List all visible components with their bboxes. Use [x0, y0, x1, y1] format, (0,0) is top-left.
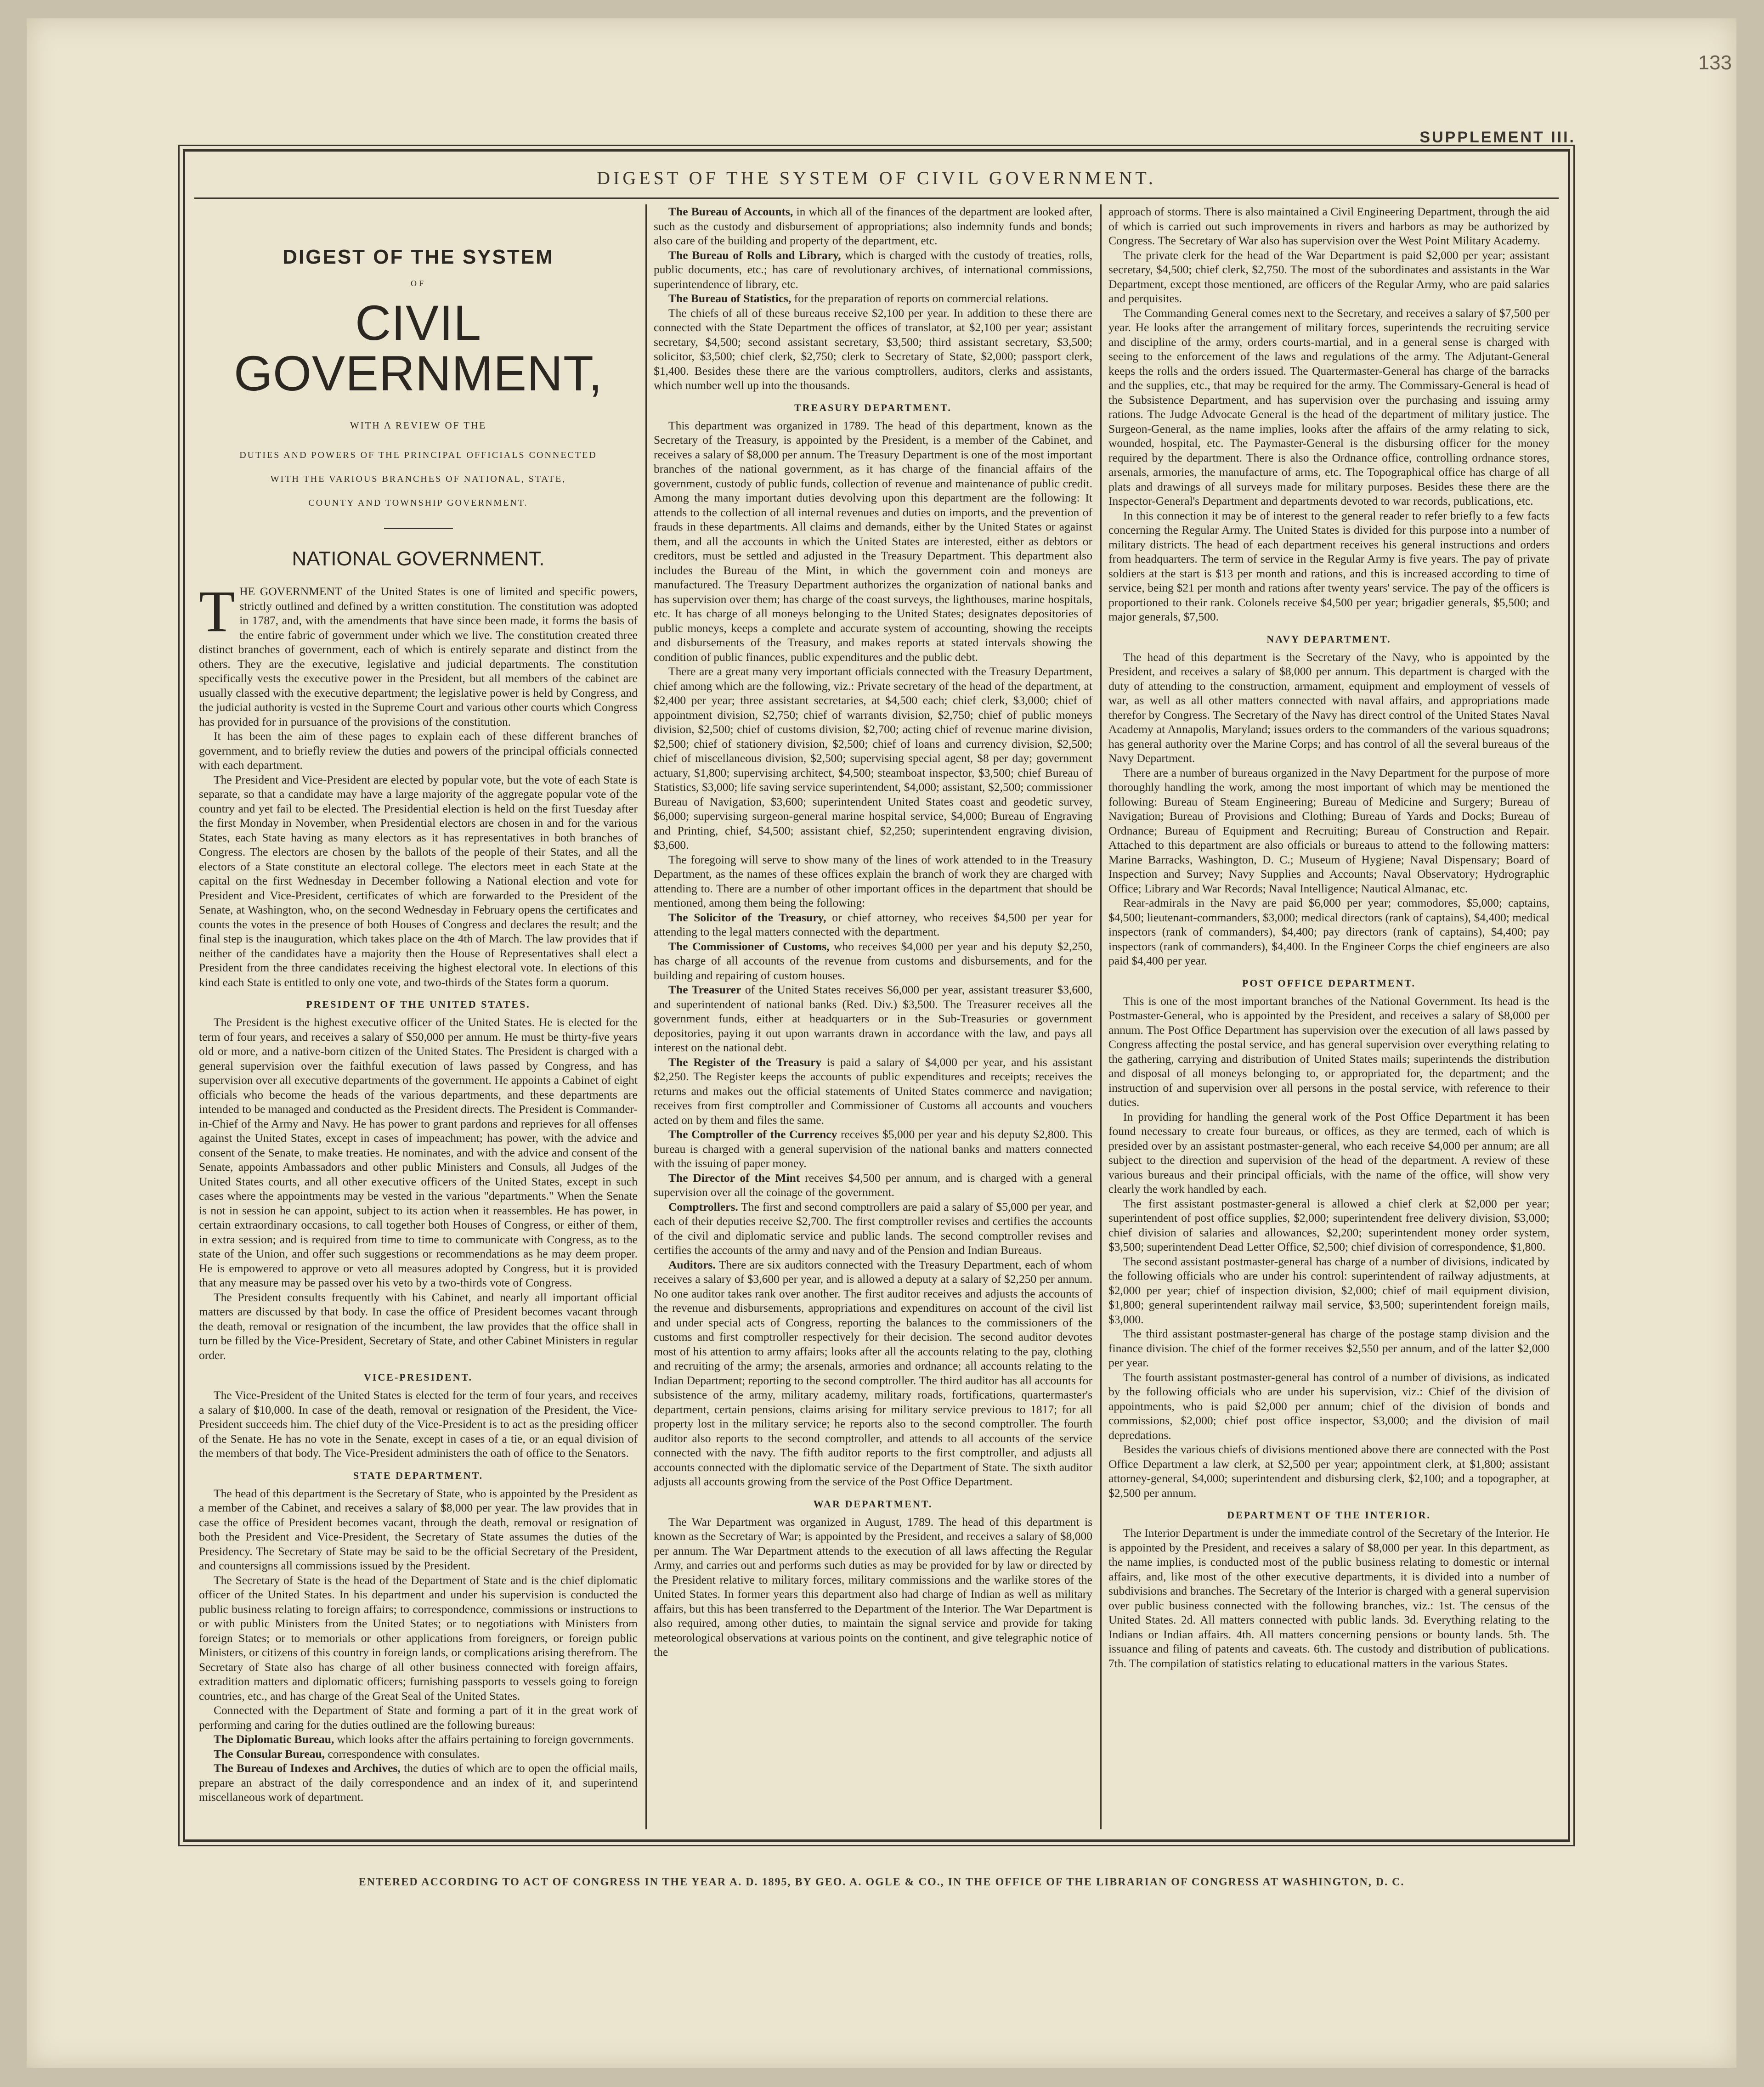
- paragraph-text: for the preparation of reports on commercial relations.: [791, 292, 1049, 305]
- paragraph-text: who receives $4,000 per year and his deputy $2,250, has charge of all accounts of the revenue from customs and disbursements, and for the building and repairing of custom houses.: [654, 939, 1092, 982]
- title-line-1: DIGEST OF THE SYSTEM: [283, 246, 554, 268]
- paragraph-text: or chief attorney, who receives $4,500 per year for attending to the legal matters connected with the department.: [654, 910, 1092, 938]
- paragraph: In providing for handling the general work of the Post Office Department it has been found necessary to create four bureaus, or offices, as they are termed, each of which is presided over by an assistant postmaster-general, who each receive $4,000 per annum; are all subject to the direction and supervision of the head of the department. A review of these various bureaus and their principal officials, with the name of the office, will show very clearly the work handled by each.: [1108, 1110, 1549, 1196]
- office-name: Comptrollers.: [668, 1200, 738, 1213]
- heading-vice-president: VICE-PRESIDENT.: [363, 1371, 473, 1383]
- section-title: NATIONAL GOVERNMENT.: [292, 547, 545, 570]
- paragraph: [654, 291, 1092, 306]
- paragraph: The Commanding General comes next to the Secretary, and receives a salary of $7,500 per year. He looks after the arrangement of military forces, superintends the recruiting service and discipline of the army, orders courts-martial, and in a general sense is charged with seeing to the enforcement of the laws and regulations of the army. The Adjutant-General keeps the rolls and the orders issued. The Quartermaster-General has charge of the barracks and the supplies, etc., that may be required for the army. The Commissary-General is head of the Subsistence Department, and has supervision over the purchasing and issuing army rations. The Judge Advocate General is the head of the department of military justice. The Surgeon-General, as the name implies, looks after the affairs of the army relating to sick, wounded, hospital, etc. The Paymaster-General is the disbursing officer for the money required by the department. There is also the Ordnance office, controlling ordnance stores, arsenals, armories, the manufacture of arms, etc. The Topographical office has charge of all plats and drawings of all surveys made for military purposes. Besides these there are the Inspector-General's Department and departments devoted to war records, publications, etc.: [1108, 306, 1549, 508]
- heading-interior-department: DEPARTMENT OF THE INTERIOR.: [1227, 1509, 1431, 1521]
- page-number: 133: [1698, 51, 1732, 74]
- paragraph: The fourth assistant postmaster-general has control of a number of divisions, as indicated by the following officials who are under his supervision, viz.: Chief of the division of appointments, who is paid $2,000 per annum; chief of the division of bonds and commissions, $2,000; chief post office inspector, $3,000; and the division of mail depredations.: [1108, 1370, 1549, 1442]
- paragraph-text: receives $5,000 per year and his deputy $2,800. This bureau is charged with a general supervision of the national banks and matters connected with the issuing of paper money.: [654, 1128, 1092, 1170]
- paragraph: [654, 248, 1092, 292]
- title-line-4: WITH A REVIEW OF THE: [350, 420, 487, 431]
- paragraph: The President and Vice-President are elected by popular vote, but the vote of each State is separate, so that a candidate may have a large majority of the aggregate popular vote of the country and yet fail to be elected. The Presidential election is held on the first Tuesday after the first Monday in November, when Presidential electors are chosen in and for the various States, each State having as many electors as it has representatives in both branches of Congress. The electors are chosen by the ballots of the people of their States, and all the electors of a State constitute an electoral college. The electors meet in each State at the capital on the first Wednesday in December following a National election and vote for President and Vice-President, certificates of which are forwarded to the President of the Senate, at Washington, who, on the second Wednesday in February opens the certificates and counts the votes in the presence of both Houses of Congress and declares the result; and the final step is the inauguration, which takes place on the 4th of March. The law provides that if neither of the candidates have a majority then the House of Representatives shall elect a President from the three candidates receiving the highest electoral vote. In elections of this kind each State is entitled to only one vote, and two-thirds of the States form a quorum.: [199, 773, 638, 989]
- main-title: CIVIL GOVERNMENT,: [233, 295, 603, 401]
- paragraph: The first assistant postmaster-general is allowed a chief clerk at $2,000 per year; superintendent of post office supplies, $2,000; superintendent free delivery division, $3,000; chief division of salaries and allowances, $2,200; superintendent money order system, $3,500; superintendent Dead Letter Office, $2,500; chief division of correspondence, $1,800.: [1108, 1196, 1549, 1253]
- title-line-7: COUNTY AND TOWNSHIP GOVERNMENT.: [308, 498, 528, 508]
- paragraph: [654, 1127, 1092, 1171]
- paragraph: [199, 579, 638, 729]
- drop-cap: T: [199, 579, 235, 644]
- paragraph: The private clerk for the head of the War Department is paid $2,000 per year; assistant secretary, $4,500; chief clerk, $2,750. The most of the subordinates and assistants in the War Department, except those mentioned, are officers of the Regular Army, who are paid salaries and perquisites.: [1108, 248, 1549, 305]
- running-head: DIGEST OF THE SYSTEM OF CIVIL GOVERNMENT.: [597, 168, 1156, 188]
- paragraph: The head of this department is the Secretary of the Navy, who is appointed by the President, and receives a salary of $8,000 per annum. This department is charged with the duty of attending to the construction, armament, equipment and employment of vessels of war, as well as all other matters connected with naval affairs, and appropriations made therefor by Congress. The Secretary of the Navy has direct control of the United States Naval Academy at Annapolis, Maryland; issues orders to the commanders of the various squadrons; has general authority over the Marine Corps; and has control of all the several bureaus of the Navy Department.: [1108, 650, 1549, 765]
- paragraph: The third assistant postmaster-general has charge of the postage stamp division and the finance division. The chief of the former receives $2,550 per annum, and of the latter $2,000 per year.: [1108, 1327, 1549, 1369]
- office-name: Auditors.: [668, 1258, 716, 1271]
- copyright-footer: ENTERED ACCORDING TO ACT OF CONGRESS IN THE YEAR A. D. 1895, BY GEO. A. OGLE & CO., IN THE OFFICE OF THE LIBRARIAN OF CONGRESS AT WASHINGTON, D. C.: [358, 1876, 1405, 1888]
- paragraph: [654, 939, 1092, 983]
- paragraph-text: of the United States receives $6,000 per year, assistant treasurer $3,600, and superintendent of national banks (Red. Div.) $3,500. The Treasurer receives all the government funds, either at headquarters or in the Sub-Treasuries or government depositories, paying it out upon warrants drawn in accordance with the law, and pays all interest on the national debt.: [654, 983, 1092, 1054]
- paragraph-text: in which all of the finances of the department are looked after, such as the custody and disbursement of appropriations; also indemnity funds and bonds; also care of the building and property of the department, etc.: [654, 205, 1092, 247]
- column-3: [1108, 204, 1549, 1830]
- paragraph: [654, 204, 1092, 248]
- bureau-name: The Bureau of Statistics,: [668, 292, 792, 305]
- paragraph: [199, 1761, 638, 1805]
- title-line-2: OF: [410, 279, 426, 288]
- paragraph: The second assistant postmaster-general has charge of a number of divisions, indicated by the following officials who are under his control: superintendent of railway adjustments, at $2,000 per year; chief of inspection division, $2,000; chief of mail equipment division, $1,800; general superintendent railway mail service, $3,500; superintendent foreign mails, $3,000.: [1108, 1254, 1549, 1326]
- supplement-label: SUPPLEMENT III.: [1419, 129, 1576, 146]
- paragraph: The head of this department is the Secretary of State, who is appointed by the President as a member of the Cabinet, and receives a salary of $8,000 per year. The law provides that in case the office of President becomes vacant, through the death, removal or resignation of both the President and Vice-President, the Secretary of State assumes the duties of the Presidency. The Secretary of State may be said to be the official Secretary of the President, and countersigns all commissions issued by the President.: [199, 1486, 638, 1572]
- page-sheet: [27, 18, 1736, 2068]
- heading-war-department: WAR DEPARTMENT.: [813, 1498, 933, 1510]
- paragraph: The President consults frequently with his Cabinet, and nearly all important official matters are discussed by that body. In case the office of President becomes vacant through the death, removal or resignation of the incumbent, the law provides that the office shall in turn be filled by the Vice-President, Secretary of State, and other Cabinet Ministers in regular order.: [199, 1290, 638, 1362]
- paragraph: The Secretary of State is the head of the Department of State and is the chief diplomatic officer of the United States. In his department and under his supervision is conducted the public business relating to foreign affairs; to correspondence, commissions or instructions to or with public Ministers from the United States; or to negotiations with Ministers from foreign States; or to memorials or other applications from foreigners, or foreign public Ministers, or citizens of this country in foreign lands, or complications arising therefrom. The Secretary of State also has charge of all other business connected with foreign affairs, extradition matters and diplomatic officers; furnishing passports to vessels going to foreign countries, etc., and has charge of the Great Seal of the United States.: [199, 1573, 638, 1703]
- bureau-name: The Bureau of Accounts,: [668, 205, 793, 218]
- paragraph-text: which is charged with the custody of treaties, rolls, public documents, etc.; has care of revolutionary archives, of international commissions, superintendence of library, etc.: [654, 248, 1092, 291]
- heading-navy-department: NAVY DEPARTMENT.: [1266, 633, 1391, 645]
- paragraph-text: is paid a salary of $4,000 per year, and his assistant $2,250. The Register keeps the accounts of public expenditures and receipts; receives the returns and makes out the official statements of United States commerce and navigation; receives from first comptroller and Commissioner of Customs all accounts and vouchers acted on by them and files the same.: [654, 1055, 1092, 1127]
- column-1: [199, 204, 638, 1830]
- text-frame: [183, 149, 1570, 1842]
- title-rule: [384, 528, 453, 529]
- paragraph: The Interior Department is under the immediate control of the Secretary of the Interior. He is appointed by the President, and receives a salary of $8,000 per year. In this department, as the name implies, is conducted most of the public business relating to domestic or internal affairs, and, like most of the other executive departments, it is divided into a number of subdivisions and branches. The Secretary of the Interior is charged with a general supervision over public business connected with the following branches, viz.: 1st. The census of the United States. 2d. All matters connected with public lands. 3d. Everything relating to the Indians or Indian affairs. 4th. All matters concerning pensions or bounty lands. 5th. The issuance and filing of patents and caveats. 6th. The custody and distribution of publications. 7th. The compilation of statistics relating to educational matters in the various States.: [1108, 1526, 1549, 1670]
- paragraph: Besides the various chiefs of divisions mentioned above there are connected with the Post Office Department a law clerk, at $2,500 per year; appointment clerk, at $1,800; assistant attorney-general, $4,000; superintendent and disbursing clerk, $2,100; and a topographer, at $2,500 per annum.: [1108, 1443, 1549, 1500]
- title-line-6: WITH THE VARIOUS BRANCHES OF NATIONAL, STATE,: [270, 474, 566, 484]
- bureau-name: The Diplomatic Bureau,: [214, 1732, 334, 1746]
- paragraph: The Vice-President of the United States is elected for the term of four years, and receives a salary of $10,000. In case of the death, removal or resignation of the President, the Vice-President succeeds him. The chief duty of the Vice-President is to act as the presiding officer of the Senate. He has no vote in the Senate, except in cases of a tie, or an equal division of the members of that body. The Vice-President administers the oath of office to the Senators.: [199, 1388, 638, 1460]
- paragraph-text: the duties of which are to open the official mails, prepare an abstract of the daily correspondence and an index of it, and superintend miscellaneous work of department.: [199, 1761, 638, 1804]
- paragraph: This is one of the most important branches of the National Government. Its head is the Postmaster-General, who is appointed by the President, and receives a salary of $8,000 per annum. The Post Office Department has supervision over the execution of all laws passed by Congress affecting the postal service, and has general supervision over everything relating to the gathering, carrying and distribution of United States mails; superintends the distribution and disposal of all moneys belonging to, or appropriated for, the department; and the instruction of and supervision over all persons in the postal service, with reference to their duties.: [1108, 994, 1549, 1109]
- paragraph: [199, 1747, 638, 1761]
- heading-post-office-department: POST OFFICE DEPARTMENT.: [1242, 977, 1416, 989]
- paragraph: [654, 1200, 1092, 1258]
- office-name: The Commissioner of Customs,: [668, 939, 830, 953]
- column-divider: [1100, 204, 1102, 1829]
- paragraph: Connected with the Department of State and forming a part of it in the great work of performing and caring for the duties outlined are the following bureaus:: [199, 1703, 638, 1732]
- column-divider: [645, 204, 647, 1829]
- office-name: The Treasurer: [668, 983, 741, 996]
- paragraph: [654, 1055, 1092, 1128]
- paragraph: The foregoing will serve to show many of the lines of work attended to in the Treasury Department, as the names of these offices explain the branch of work they are charged with attending to. There are a number of other important offices in the department that should be mentioned, among them being the following:: [654, 852, 1092, 909]
- head-rule: [194, 197, 1559, 199]
- office-name: The Solicitor of the Treasury,: [668, 910, 826, 924]
- paragraph: The chiefs of all of these bureaus receive $2,100 per year. In addition to these there are connected with the State Department the offices of translator, at $2,100 per year; assistant secretary, $4,500; second assistant secretary, $3,500; third assistant secretary, $3,500; solicitor, $3,500; chief clerk, $2,750; clerk to Secretary of State, $2,000; passport clerk, $1,400. Besides these there are the various comptrollers, auditors, clerks and assistants, which number well up into the thousands.: [654, 306, 1092, 392]
- title-line-5: DUTIES AND POWERS OF THE PRINCIPAL OFFICIALS CONNECTED: [239, 450, 597, 460]
- paragraph: The President is the highest executive officer of the United States. He is elected for the term of four years, and receives a salary of $50,000 per annum. He must be thirty-five years old or more, and a native-born citizen of the United States. The President is charged with a general supervision over the faithful execution of laws passed by Congress, and has supervision over all executive departments of the government. He appoints a Cabinet of eight officials who become the heads of the various departments, and these departments are intended to be managed and conducted as the President directs. The President is Commander-in-Chief of the Army and Navy. He has power to grant pardons and reprieves for all offenses against the United States, except in cases of impeachment; has power, with the advice and consent of the Senate, to make treaties. He nominates, and with the advice and consent of the Senate, appoints Ambassadors and other public Ministers and Consuls, all Judges of the United States courts, and all other executive officers of the United States, except in such cases where the appointments may be vested in the various "departments." When the Senate is not in session he can appoint, subject to its action when it reassembles. He has power, in certain extraordinary occasions, to call together both Houses of Congress, or either of them, in extra session; and is required from time to time to communicate with Congress, as to the state of the Union, and offer such suggestions or recommendations as he may deem proper. He is empowered to approve or veto all measures adopted by Congress, but it is provided that any measure may be passed over his veto by a two-thirds vote of Congress.: [199, 1015, 638, 1289]
- office-name: The Register of the Treasury: [668, 1055, 822, 1069]
- heading-state-department: STATE DEPARTMENT.: [353, 1469, 484, 1481]
- paragraph: This department was organized in 1789. The head of this department, known as the Secretary of the Treasury, is appointed by the President, is a member of the Cabinet, and receives a salary of $8,000 per annum. The Treasury Department is one of the most important branches of the national government, as it has charge of the financial affairs of the government, custody of public funds, collection of revenue and maintenance of public credit. Among the many important duties devolving upon this department are the following: It attends to the collection of all internal revenues and duties on imports, and the prevention of frauds in these departments. All claims and demands, either by the United States or against them, and all the accounts in which the United States are interested, either as debtors or creditors, must be settled and adjusted in the Treasury Department. This department also includes the Bureau of the Mint, in which the government coin and moneys are manufactured. The Treasury Department authorizes the organization of national banks and has supervision over them; has charge of the coast surveys, the lighthouses, marine hospitals, etc. It has charge of all moneys belonging to the United States; designates depositories of public moneys, keeps a complete and accurate system of accounting, showing the receipts and disbursements of the Treasury, and makes reports at stated intervals showing the condition of public finances, public expenditures and the public debt.: [654, 418, 1092, 664]
- paragraph-text: receives $4,500 per annum, and is charged with a general supervision over all the coinage of the government.: [654, 1171, 1092, 1199]
- paragraph: There are a great many very important officials connected with the Treasury Department, chief among which are the following, viz.: Private secretary of the head of the department, at $2,400 per year; three assistant secretaries, at $4,500 each; chief clerk, $3,000; chief of appointment division, $2,750; chief of warrants division, $2,750; chief of public moneys division, $2,500; chief of customs division, $2,700; acting chief of revenue marine division, $2,500; chief of stationery division, $2,500; chief of loans and currency division, $2,500; chief of miscellaneous division, $2,500; supervising special agent, $8 per day; government actuary, $1,800; supervising architect, $4,500; steamboat inspector, $3,500; chief Bureau of Statistics, $3,000; life saving service superintendent, $4,000; assistant, $2,500; commissioner Bureau of Navigation, $3,600; superintendent United States coast and geodetic survey, $6,000; supervising surgeon-general marine hospital service, $4,000; Bureau of Engraving and Printing, chief, $4,500; assistant chief, $2,250; superintendent engraving division, $3,600.: [654, 665, 1092, 852]
- paragraph: [654, 1171, 1092, 1200]
- column-2: [654, 204, 1092, 1830]
- paragraph: It has been the aim of these pages to explain each of these different branches of government, and to briefly review the duties and powers of the principal officials connected with each department.: [199, 729, 638, 772]
- heading-president: PRESIDENT OF THE UNITED STATES.: [306, 998, 531, 1010]
- paragraph-text: The first and second comptrollers are paid a salary of $5,000 per year, and each of their deputies receive $2,700. The first comptroller revises and certifies the accounts of the civil and diplomatic service and public lands. The second comptroller revises and certifies the accounts of the army and navy and of the Pension and Indian Bureaus.: [654, 1200, 1092, 1257]
- paragraph-text: correspondence with consulates.: [325, 1747, 480, 1760]
- paragraph: In this connection it may be of interest to the general reader to refer briefly to a few facts concerning the Regular Army. The United States is divided for this purpose into a number of military districts. The head of each department receives his general instructions and orders from headquarters. The term of service in the Regular Army is five years. The pay of private soldiers at the start is $13 per month and rations, and this is increased according to time of service, being $21 per month and rations after twenty years' service. The pay of the officers is proportioned to their rank. Colonels receive $4,500 per year; brigadier generals, $5,500; and major generals, $7,500.: [1108, 508, 1549, 623]
- office-name: The Comptroller of the Currency: [668, 1128, 837, 1141]
- paragraph: approach of storms. There is also maintained a Civil Engineering Department, through the aid of which is carried out such improvements in rivers and harbors as may be authorized by Congress. The Secretary of War also has supervision over the West Point Military Academy.: [1108, 205, 1549, 247]
- bureau-name: The Consular Bureau,: [214, 1747, 325, 1760]
- paragraph: [654, 910, 1092, 939]
- paragraph: Rear-admirals in the Navy are paid $6,000 per year; commodores, $5,000; captains, $4,500; lieutenant-commanders, $3,000; medical directors (rank of captains), $4,400; medical inspectors (rank of commanders), $4,400; pay directors (rank of captains), $4,400; pay inspectors (rank of commanders), $4,400. In the Engineer Corps the chief engineers are also paid $4,400 per year.: [1108, 896, 1549, 967]
- paragraph: [654, 982, 1092, 1055]
- office-name: The Director of the Mint: [668, 1171, 800, 1185]
- paragraph-text: HE GOVERNMENT of the United States is one of limited and specific powers, strictly outlined and defined by a written constitution. The constitution was adopted in 1787, and, with the amendments that have since been made, it forms the basis of the entire fabric of government under which we live. The constitution created three distinct branches of government, each of which is entirely separate and distinct from the others. They are the executive, legislative and judicial departments. The constitution specifically vests the executive power in the President, but all members of the cabinet are usually classed with the executive department; the legislative power is held by Congress, and the judicial authority is vested in the Supreme Court and various other courts which Congress has provided for in pursuance of the provisions of the constitution.: [199, 585, 638, 728]
- paragraph: [199, 1732, 638, 1747]
- bureau-name: The Bureau of Rolls and Library,: [668, 248, 841, 262]
- paragraph: There are a number of bureaus organized in the Navy Department for the purpose of more thoroughly handling the work, among the most important of which may be mentioned the following: Bureau of Steam Engineering; Bureau of Medicine and Surgery; Bureau of Navigation; Bureau of Provisions and Clothing; Bureau of Yards and Docks; Bureau of Ordnance; Bureau of Equipment and Recruiting; Bureau of Construction and Repair. Attached to this department are also officials or bureaus to attend to the following matters: Marine Barracks, Washington, D. C.; Museum of Hygiene; Naval Dispensary; Board of Inspection and Survey; Navy Supplies and Accounts; Naval Observatory; Hydrographic Office; Library and War Records; Naval Intelligence; Nautical Almanac, etc.: [1108, 766, 1549, 895]
- paragraph-text: which looks after the affairs pertaining to foreign governments.: [334, 1732, 634, 1746]
- bureau-name: The Bureau of Indexes and Archives,: [214, 1761, 401, 1775]
- paragraph: [654, 1258, 1092, 1489]
- paragraph-text: There are six auditors connected with the Treasury Department, each of whom receives a salary of $3,600 per year, and is allowed a deputy at a salary of $2,250 per annum. No one auditor takes rank over another. The first auditor receives and adjusts the accounts of the revenue and disbursements, appropriations and expenditures on account of the civil list and under special acts of Congress, reporting the balances to the commissioners of the customs and first comptroller respectively for their decision. The second auditor devotes most of his attention to army affairs; looks after all the accounts relating to the pay, clothing and recruiting of the army; the arsenals, armories and ordnance; all accounts relating to the Indian Department; reporting to the second comptroller. The third auditor has all accounts for subsistence of the army, military academy, military roads, fortifications, quartermaster's department, certain pensions, claims arising for military service previous to 1817; for all property lost in the military service; he reports also to the second comptroller. The fourth auditor also reports to the second comptroller, and attends to all accounts of the service connected with the navy. The fifth auditor reports to the first comptroller, and adjusts all accounts connected with the diplomatic service of the Department of State. The sixth auditor adjusts all accounts growing from the service of the Post Office Department.: [654, 1258, 1092, 1488]
- paragraph: The War Department was organized in August, 1789. The head of this department is known as the Secretary of War; is appointed by the President, and receives a salary of $8,000 per annum. The War Department attends to the execution of all laws affecting the Regular Army, and carries out and performs such duties as may be provided for by law or directed by the President relative to military forces, military commissions and the warlike stores of the United States. In former years this department also had charge of Indian as well as military affairs, but this has been transferred to the Department of the Interior. The War Department is also required, among other duties, to maintain the signal service and provide for taking meteorological observations at various points on the continent, and give telegraphic notice of the: [654, 1515, 1092, 1658]
- heading-treasury-department: TREASURY DEPARTMENT.: [794, 401, 952, 413]
